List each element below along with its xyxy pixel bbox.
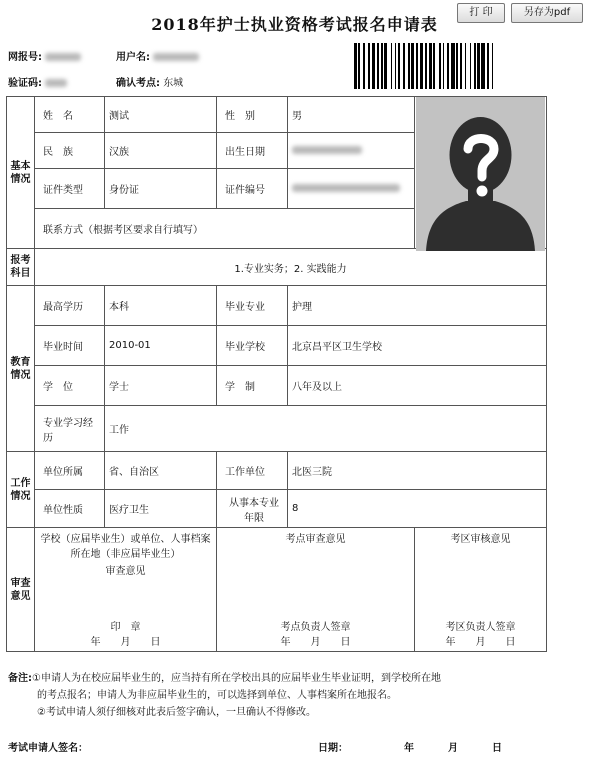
review-region-sign: 考区负责人签章 <box>445 622 516 633</box>
section-basic: 基本情况 <box>7 97 35 249</box>
name-label: 姓 名 <box>35 97 105 133</box>
idno-value <box>288 169 415 209</box>
degree-level-label: 最高学历 <box>35 286 105 326</box>
signature-day: 日 <box>492 743 502 754</box>
major-label: 毕业专业 <box>217 286 288 326</box>
notes-line1: ①申请人为在校应届毕业生的，应当持有所在学校出具的应届毕业生毕业证明，到学校所在地 <box>32 673 441 684</box>
birth-label: 出生日期 <box>217 133 288 169</box>
review-site-title: 考点审查意见 <box>285 534 346 545</box>
username-redacted <box>153 53 199 61</box>
school-value: 北京昌平区卫生学校 <box>288 326 547 366</box>
section-work: 工作情况 <box>7 452 35 528</box>
system-label: 学 制 <box>217 366 288 406</box>
degree-label: 学 位 <box>35 366 105 406</box>
verify-field <box>8 74 67 89</box>
review-site-sign: 考点负责人签章 <box>280 622 351 633</box>
ethnicity-label: 民 族 <box>35 133 105 169</box>
review-school-title: 学校（应届毕业生）或单位、人事档案所在地（非应届毕业生） <box>40 534 211 560</box>
section-subjects: 报考科目 <box>7 249 35 286</box>
review-school-seal: 印 章 <box>110 622 141 633</box>
experience-label: 专业学习经历 <box>35 406 105 452</box>
net-no-label: 网报号: <box>8 52 42 63</box>
signature-label: 考试申请人签名： <box>8 743 88 754</box>
unit-label: 工作单位 <box>217 452 288 490</box>
review-school-date: 年 月 日 <box>90 637 161 648</box>
ethnicity-value: 汉族 <box>105 133 217 169</box>
page-title: 2018年护士执业资格考试报名申请表 <box>151 15 438 34</box>
username-label: 用户名: <box>116 52 150 63</box>
unit-type-value: 医疗卫生 <box>105 490 217 528</box>
avatar-silhouette-icon <box>416 97 545 251</box>
review-region-date: 年 月 日 <box>445 637 516 648</box>
signature-row <box>8 739 580 754</box>
years-label: 从事本专业年限 <box>217 490 288 528</box>
signature-date-label: 日期： <box>318 743 348 754</box>
confirm-site-label: 确认考点: <box>116 78 160 89</box>
birth-redacted <box>292 146 362 154</box>
save-pdf-button[interactable]: 另存为pdf <box>511 3 583 23</box>
degree-value: 学士 <box>105 366 217 406</box>
review-school-sub: 审查意见 <box>105 566 146 577</box>
net-no-field <box>8 48 81 63</box>
confirm-site-value: 东城 <box>163 78 184 89</box>
verify-label: 验证码: <box>8 78 42 89</box>
experience-value: 工作 <box>105 406 547 452</box>
major-value: 护理 <box>288 286 547 326</box>
grad-time-label: 毕业时间 <box>35 326 105 366</box>
notes <box>8 670 580 721</box>
net-no-redacted <box>45 53 81 61</box>
idtype-value: 身份证 <box>105 169 217 209</box>
gender-value: 男 <box>288 97 415 133</box>
signature-month: 月 <box>448 743 458 754</box>
system-value: 八年及以上 <box>288 366 547 406</box>
print-button[interactable]: 打 印 <box>457 3 505 23</box>
degree-level-value: 本科 <box>105 286 217 326</box>
signature-year: 年 <box>404 743 414 754</box>
verify-redacted <box>45 79 67 87</box>
name-value: 测试 <box>105 97 217 133</box>
birth-value <box>288 133 415 169</box>
gender-label: 性 别 <box>217 97 288 133</box>
barcode-image <box>354 43 582 89</box>
review-site-date: 年 月 日 <box>280 637 351 648</box>
grad-time-value: 2010-01 <box>105 326 217 366</box>
school-label: 毕业学校 <box>217 326 288 366</box>
barcode-bar <box>493 43 495 89</box>
review-col-site <box>217 528 415 652</box>
location-value: 省、自治区 <box>105 452 217 490</box>
review-region-title: 考区审核意见 <box>450 534 511 545</box>
section-education: 教育情况 <box>7 286 35 452</box>
notes-line3: ②考试申请人须仔细核对此表后签字确认，一旦确认不得修改。 <box>37 707 316 718</box>
contact-label: 联系方式（根据考区要求自行填写） <box>35 209 415 249</box>
notes-label: 备注: <box>8 673 32 684</box>
idno-redacted <box>292 184 400 192</box>
review-col-school <box>35 528 217 652</box>
photo-placeholder-image <box>416 97 545 251</box>
location-label: 单位所属 <box>35 452 105 490</box>
username-field <box>116 48 199 63</box>
idtype-label: 证件类型 <box>35 169 105 209</box>
years-value: 8 <box>288 490 547 528</box>
review-col-region <box>415 528 547 652</box>
subjects-value: 1.专业实务；2. 实践能力 <box>35 249 547 286</box>
confirm-site-field <box>116 74 183 89</box>
unit-value: 北医三院 <box>288 452 547 490</box>
idno-label: 证件编号 <box>217 169 288 209</box>
unit-type-label: 单位性质 <box>35 490 105 528</box>
notes-line2: 的考点报名；申请人为非应届毕业生的，可以选择到单位、人事档案所在地报名。 <box>37 690 397 701</box>
section-review: 审查意见 <box>7 528 35 652</box>
